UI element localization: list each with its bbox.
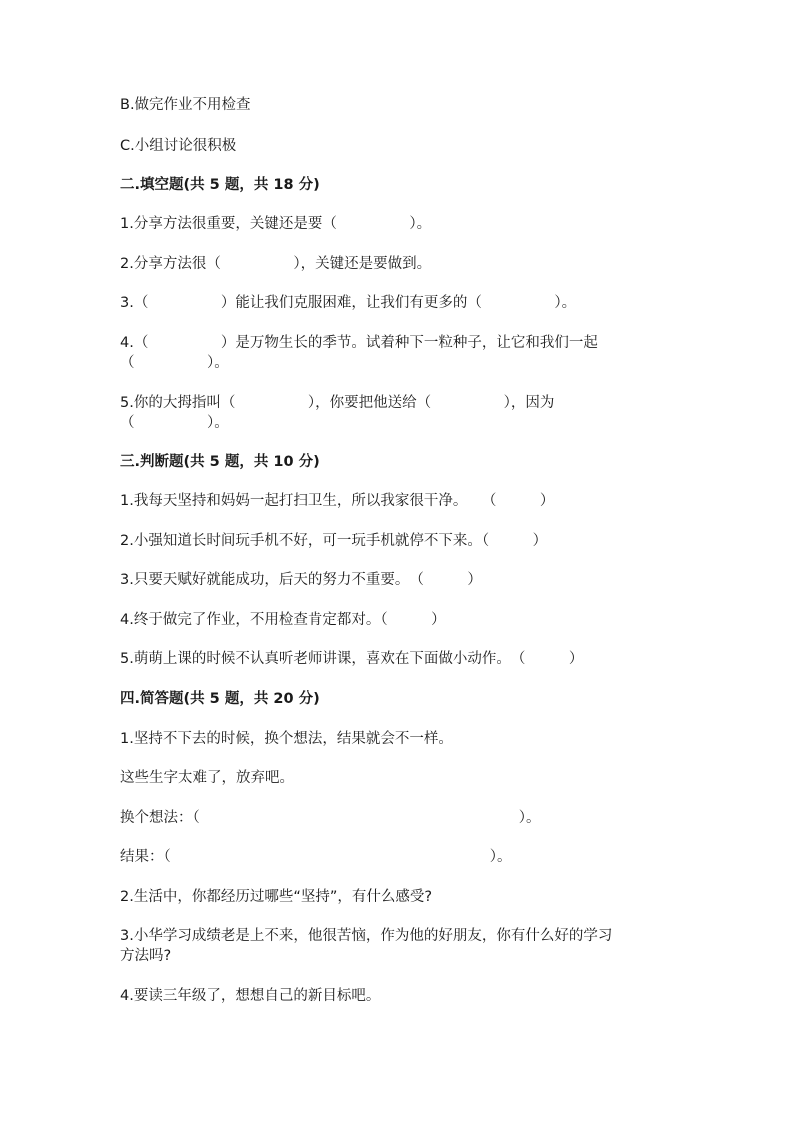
fill-question-3: 3.（ ）能让我们克服困难，让我们有更多的（ ）。 <box>120 295 577 311</box>
fill-question-1: 1.分享方法很重要，关键还是要（ ）。 <box>120 216 432 232</box>
short-question-1-prompt: 这些生字太难了，放弃吧。 <box>120 770 294 786</box>
fill-question-2: 2.分享方法很（ ），关键还是要做到。 <box>120 256 432 272</box>
short-question-1-result: 结果：（ ）。 <box>120 849 512 865</box>
judge-question-5: 5.萌萌上课的时候不认真听老师讲课，喜欢在下面做小动作。 （ ） <box>120 651 584 667</box>
short-question-2: 2.生活中，你都经历过哪些“坚持”，有什么感受? <box>120 889 433 905</box>
short-question-1: 1.坚持不下去的时候，换个想法，结果就会不一样。 <box>120 731 453 747</box>
fill-question-4-line2: （ ）。 <box>120 355 229 371</box>
fill-question-4-line1: 4.（ ）是万物生长的季节。试着种下一粒种子，让它和我们一起 <box>120 335 598 351</box>
section-heading-true-false: 三.判断题(共 5 题，共 10 分) <box>120 454 320 470</box>
fill-question-5-line1: 5.你的大拇指叫（ ），你要把他送给（ ），因为 <box>120 395 555 411</box>
short-question-4: 4.要读三年级了，想想自己的新目标吧。 <box>120 988 381 1004</box>
fill-question-5-line2: （ ）。 <box>120 415 229 431</box>
section-heading-short-answer: 四.简答题(共 5 题，共 20 分) <box>120 691 320 707</box>
judge-question-1: 1.我每天坚持和妈妈一起打扫卫生，所以我家很干净。 （ ） <box>120 493 555 509</box>
short-question-3-line2: 方法吗? <box>120 948 172 964</box>
judge-question-2: 2.小强知道长时间玩手机不好，可一玩手机就停不下来。（ ） <box>120 533 548 549</box>
option-b: B.做完作业不用检查 <box>120 97 251 113</box>
option-c: C.小组讨论很积极 <box>120 138 237 154</box>
short-question-1-new-idea: 换个想法：（ ）。 <box>120 810 541 826</box>
judge-question-3: 3.只要天赋好就能成功，后天的努力不重要。 （ ） <box>120 572 482 588</box>
judge-question-4: 4.终于做完了作业，不用检查肯定都对。（ ） <box>120 612 446 628</box>
short-question-3-line1: 3.小华学习成绩老是上不来，他很苦恼，作为他的好朋友，你有什么好的学习 <box>120 928 613 944</box>
section-heading-fill-blank: 二.填空题(共 5 题，共 18 分) <box>120 177 320 193</box>
